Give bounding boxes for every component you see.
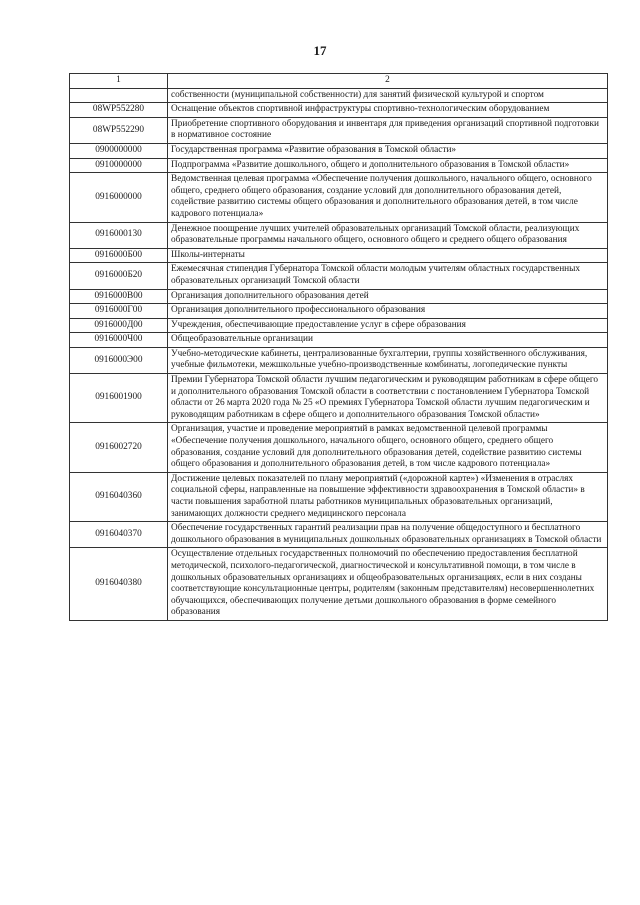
row-code: 0916001900 bbox=[70, 374, 168, 423]
table-row bbox=[70, 289, 608, 304]
row-description: Общеобразовательные организации bbox=[168, 333, 608, 348]
table-row bbox=[70, 117, 608, 143]
row-description: Ежемесячная стипендия Губернатора Томской области молодым учителям областных государственных образовательных организаций Томской области bbox=[168, 263, 608, 289]
row-code: 0916002720 bbox=[70, 423, 168, 472]
table-row bbox=[70, 263, 608, 289]
row-description: Государственная программа «Развитие образования в Томской области» bbox=[168, 143, 608, 158]
row-description: Учебно-методические кабинеты, централизованные бухгалтерии, группы хозяйственного обслуживания, учебные фильмотеки, межшкольные учебно-производственные комбинаты, логопедические пункты bbox=[168, 347, 608, 373]
row-description: собственности (муниципальной собственности) для занятий физической культурой и спортом bbox=[168, 88, 608, 103]
row-description: Организация, участие и проведение мероприятий в рамках ведомственной целевой программы «Обеспечение получения дошкольного, начального общего, основного общего, среднего общего образования, создание условий для дополнительного образования детей, содействие развитию системы общего образования и дополнительного образования детей, в том числе кадрового потенциала» bbox=[168, 423, 608, 472]
row-code: 0916000Б00 bbox=[70, 248, 168, 263]
row-code: 0916040380 bbox=[70, 548, 168, 621]
row-description: Осуществление отдельных государственных полномочий по обеспечению предоставления бесплатной методической, психолого-педагогической, диагностической и консультативной помощи, в том числе в дошкольных образовательных организациях и общеобразовательных организациях, если в них созданы соответствующие консультационные центры, родителям (законным представителям) несовершеннолетних обучающихся, обеспечивающих получение детьми дошкольного образования в форме семейного образования bbox=[168, 548, 608, 621]
row-description: Денежное поощрение лучших учителей образовательных организаций Томской области, реализующих образовательные программы начального общего, основного общего и среднего общего образования bbox=[168, 222, 608, 248]
table-row bbox=[70, 333, 608, 348]
table-row bbox=[70, 304, 608, 319]
table-row bbox=[70, 318, 608, 333]
table-row bbox=[70, 103, 608, 118]
row-description: Подпрограмма «Развитие дошкольного, общего и дополнительного образования в Томской области» bbox=[168, 158, 608, 173]
table-row bbox=[70, 472, 608, 521]
table-row bbox=[70, 143, 608, 158]
row-description: Учреждения, обеспечивающие предоставление услуг в сфере образования bbox=[168, 318, 608, 333]
row-description: Ведомственная целевая программа «Обеспечение получения дошкольного, начального общего, основного общего, среднего общего образования, создание условий для дополнительного образования детей, содействие развитию системы общего образования и дополнительного образования детей, в том числе кадрового потенциала» bbox=[168, 173, 608, 222]
row-code: 0916000Д00 bbox=[70, 318, 168, 333]
row-description: Премии Губернатора Томской области лучшим педагогическим и руководящим работникам в сфере общего и дополнительного образования Томской области в соответствии с постановлением Губернатора Томской области от 26 марта 2020 года № 25 «О премиях Губернатора Томской области лучшим педагогическим и руководящим работникам в сфере общего и дополнительного образования Томской области» bbox=[168, 374, 608, 423]
row-description: Организация дополнительного образования детей bbox=[168, 289, 608, 304]
row-code: 0916000Б20 bbox=[70, 263, 168, 289]
row-code: 0916000Ч00 bbox=[70, 333, 168, 348]
row-description: Школы-интернаты bbox=[168, 248, 608, 263]
row-code: 08WP552290 bbox=[70, 117, 168, 143]
table-row bbox=[70, 374, 608, 423]
page-number: 17 bbox=[313, 43, 327, 58]
row-code: 0916040370 bbox=[70, 522, 168, 548]
table-row bbox=[70, 522, 608, 548]
row-code: 0916000130 bbox=[70, 222, 168, 248]
row-description: Оснащение объектов спортивной инфраструктуры спортивно-технологическим оборудованием bbox=[168, 103, 608, 118]
table-row bbox=[70, 222, 608, 248]
row-code: 0916000Э00 bbox=[70, 347, 168, 373]
row-code: 0916000Г00 bbox=[70, 304, 168, 319]
table-row bbox=[70, 423, 608, 472]
row-code: 0900000000 bbox=[70, 143, 168, 158]
row-code: 0916000000 bbox=[70, 173, 168, 222]
row-description: Достижение целевых показателей по плану мероприятий («дорожной карте») «Изменения в отраслях социальной сферы, направленные на повышение эффективности здравоохранения в Томской области» в части повышения заработной платы работников муниципальных образовательных организаций, занимающих должности среднего медицинского персонала bbox=[168, 472, 608, 521]
table-row bbox=[70, 173, 608, 222]
row-code: 0916040360 bbox=[70, 472, 168, 521]
header-col-1: 1 bbox=[70, 74, 168, 89]
row-code: 08WP552280 bbox=[70, 103, 168, 118]
table-row bbox=[70, 158, 608, 173]
row-description: Приобретение спортивного оборудования и инвентаря для приведения организаций спортивной подготовки в нормативное состояние bbox=[168, 117, 608, 143]
table-row bbox=[70, 548, 608, 621]
row-code bbox=[70, 88, 168, 103]
budget-classification-table bbox=[69, 73, 608, 621]
row-description: Обеспечение государственных гарантий реализации прав на получение общедоступного и бесплатного дошкольного образования в муниципальных дошкольных образовательных организациях в Томской области bbox=[168, 522, 608, 548]
header-col-2: 2 bbox=[168, 74, 608, 89]
table-header-row bbox=[70, 74, 608, 89]
table-row bbox=[70, 347, 608, 373]
row-description: Организация дополнительного профессионального образования bbox=[168, 304, 608, 319]
table-row bbox=[70, 248, 608, 263]
row-code: 0916000В00 bbox=[70, 289, 168, 304]
row-code: 0910000000 bbox=[70, 158, 168, 173]
table-row bbox=[70, 88, 608, 103]
